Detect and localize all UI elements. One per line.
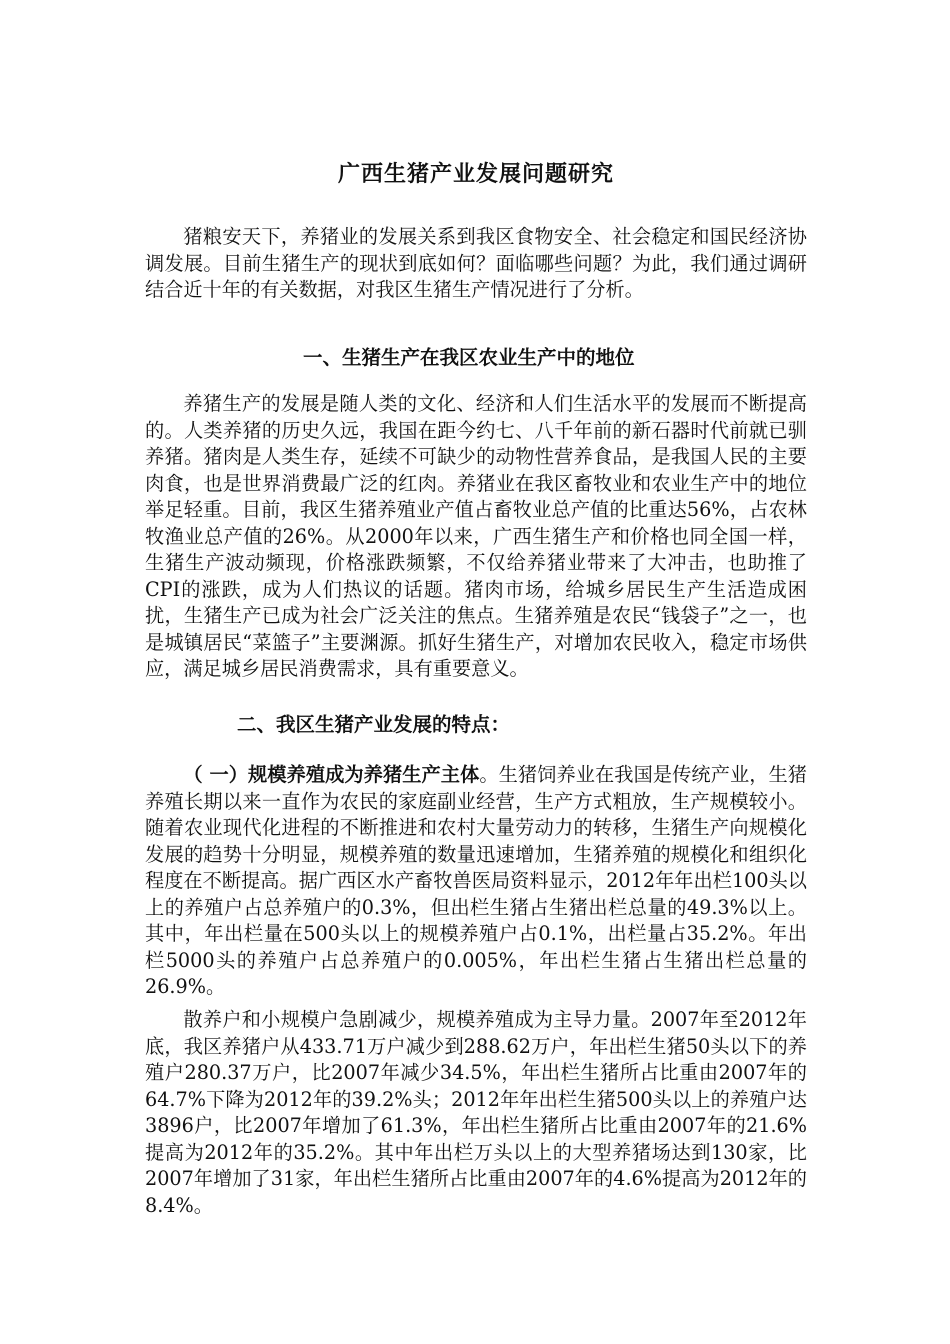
section-1-heading: 一、生猪生产在我区农业生产中的地位 — [303, 346, 635, 369]
section-2-heading: 二、我区生猪产业发展的特点： — [237, 713, 511, 736]
section-1-paragraph: 养猪生产的发展是随人类的文化、经济和人们生活水平的发展而不断提高的。人类养猪的历史久远，我国在距今约七、八千年前的新石器时代前就已驯养猪。猪肉是人类生存，延续不可缺少的动物性营养食品，是我国人民的主要肉食，也是世界消费最广泛的红肉。养猪业在我区畜牧业和农业生产中的地位举足轻重。目前，我区生猪养殖业产值占畜牧业总产值的比重达56%，占农林牧渔业总产值的26%。从2000年以来，广西生猪生产和价格也同全国一样，生猪生产波动频现，价格涨跌频繁，不仅给养猪业带来了大冲击，也助推了CPI的涨跌，成为人们热议的话题。猪肉市场，给城乡居民生产生活造成困扰，生猪生产已成为社会广泛关注的焦点。生猪养殖是农民“钱袋子”之一，也是城镇居民“菜篮子”主要渊源。抓好生猪生产，对增加农民收入，稳定市场供应，满足城乡居民消费需求，具有重要意义。 — [145, 392, 807, 680]
point-1-body: 。生猪饲养业在我国是传统产业，生猪养殖长期以来一直作为农民的家庭副业经营，生产方式粗放，生产规模较小。随着农业现代化进程的不断推进和农村大量劳动力的转移，生猪生产向规模化发展的趋势十分明显，规模养殖的数量迅速增加，生猪养殖的规模化和组织化程度在不断提高。据广西区水产畜牧兽医局资料显示，2012年年出栏100头以上的养殖户占总养殖户的0.3%，但出栏生猪占生猪出栏总量的49.3%以上。其中，年出栏量在500头以上的规模养殖户占0.1%，出栏量占35.2%。年出栏5000头的养殖户占总养殖户的0.005%，年出栏生猪占生猪出栏总量的26.9%。 — [145, 763, 807, 998]
intro-paragraph: 猪粮安天下，养猪业的发展关系到我区食物安全、社会稳定和国民经济协调发展。目前生猪生产的现状到底如何？面临哪些问题？为此，我们通过调研结合近十年的有关数据，对我区生猪生产情况进行了分析。 — [145, 225, 807, 301]
section-2-point-1-paragraph — [145, 762, 807, 1001]
point-1-lead: （ 一）规模养殖成为养猪生产主体 — [183, 763, 480, 786]
section-2-continuation-paragraph: 散养户和小规模户急剧减少，规模养殖成为主导力量。2007年至2012年底，我区养猪户从433.71万户减少到288.62万户，年出栏生猪50头以下的养殖户280.37万户，比2007年减少34.5%，年出栏生猪所占比重由2007年的64.7%下降为2012年的39.2%头；2012年年出栏生猪500头以上的养殖户达3896户，比2007年增加了61.3%，年出栏生猪所占比重由2007年的21.6%提高为2012年的35.2%。其中年出栏万头以上的大型养猪场达到130家，比2007年增加了31家，年出栏生猪所占比重由2007年的4.6%提高为2012年的8.4%。 — [145, 1008, 807, 1217]
document-title: 广西生猪产业发展问题研究 — [337, 161, 614, 187]
